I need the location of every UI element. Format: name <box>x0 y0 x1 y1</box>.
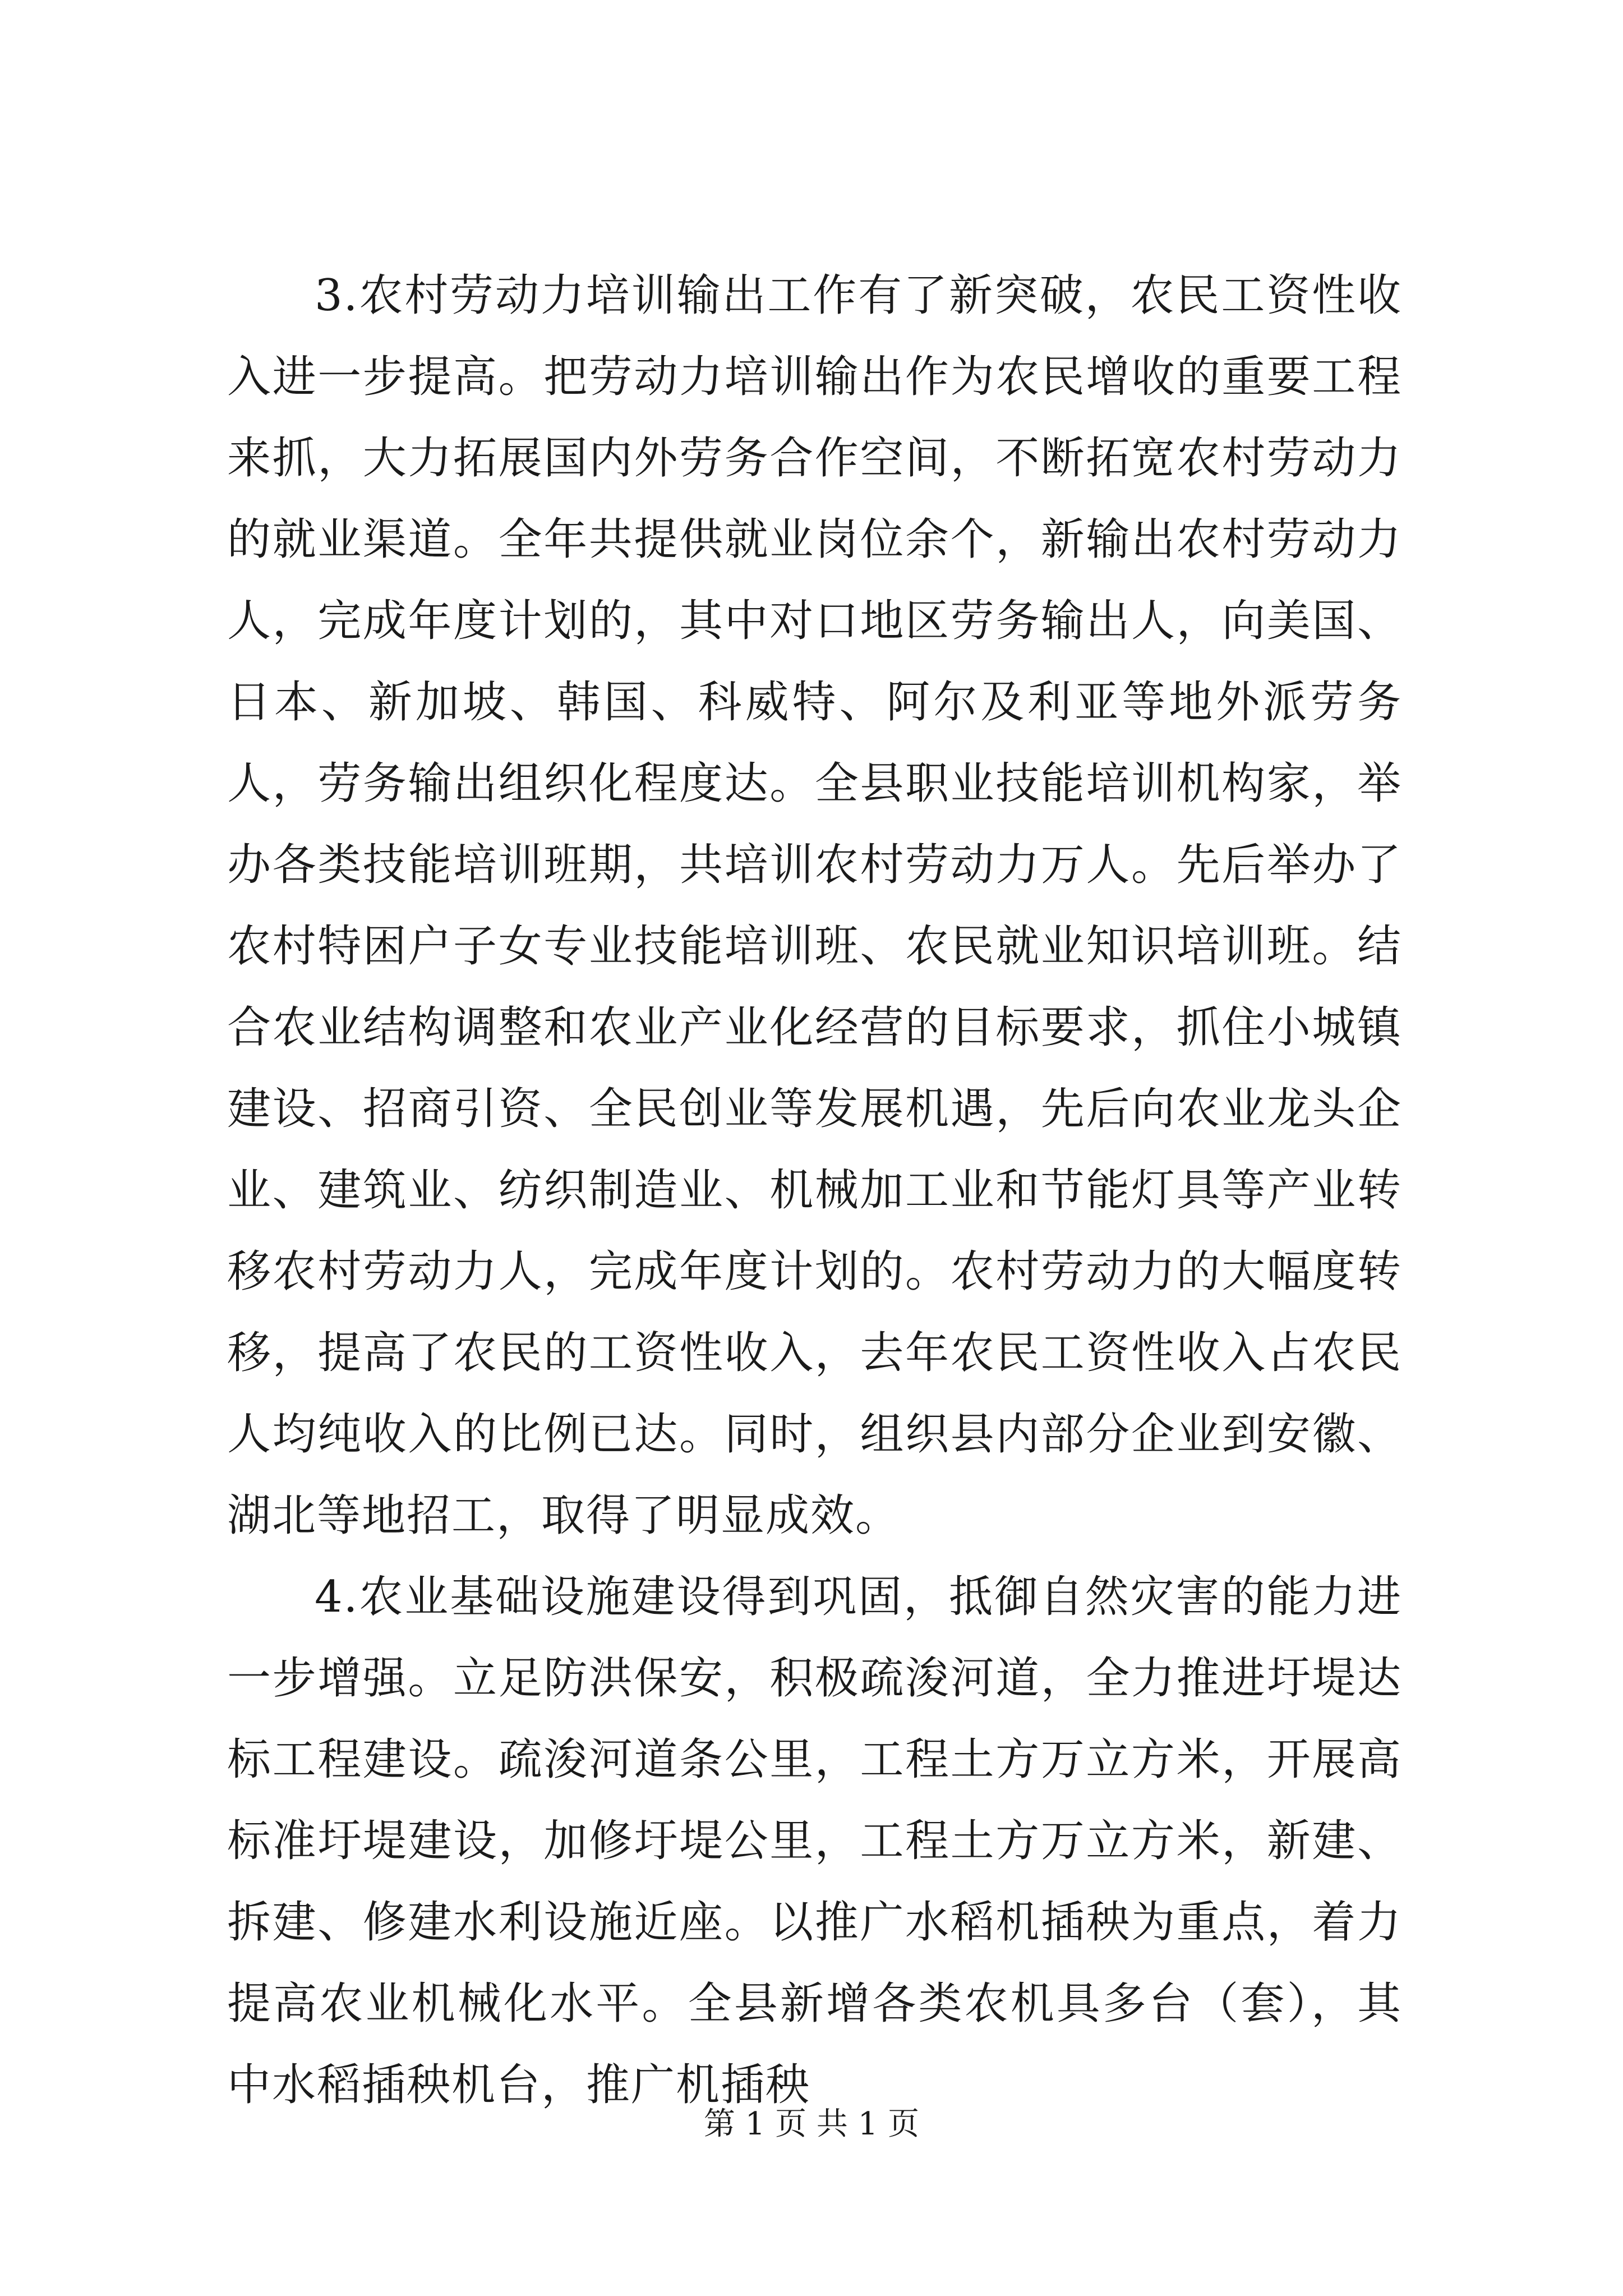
document-body <box>227 255 1402 2126</box>
paragraph-labor-training: 3.农村劳动力培训输出工作有了新突破，农民工资性收入进一步提高。把劳动力培训输出作为农民增收的重要工程来抓，大力拓展国内外劳务合作空间，不断拓宽农村劳动力的就业渠道。全年共提供就业岗位余个，新输出农村劳动力人，完成年度计划的，其中对口地区劳务输出人，向美国、日本、新加坡、韩国、科威特、阿尔及利亚等地外派劳务人，劳务输出组织化程度达。全县职业技能培训机构家，举办各类技能培训班期，共培训农村劳动力万人。先后举办了农村特困户子女专业技能培训班、农民就业知识培训班。结合农业结构调整和农业产业化经营的目标要求，抓住小城镇建设、招商引资、全民创业等发展机遇，先后向农业龙头企业、建筑业、纺织制造业、机械加工业和节能灯具等产业转移农村劳动力人，完成年度计划的。农村劳动力的大幅度转移，提高了农民的工资性收入，去年农民工资性收入占农民人均纯收入的比例已达。同时，组织县内部分企业到安徽、湖北等地招工，取得了明显成效。 <box>227 270 1402 1541</box>
page-footer: 第 1 页 共 1 页 <box>703 2106 920 2142</box>
paragraph-infrastructure: 4.农业基础设施建设得到巩固，抵御自然灾害的能力进一步增强。立足防洪保安，积极疏浚河道，全力推进圩堤达标工程建设。疏浚河道条公里，工程土方万立方米，开展高标准圩堤建设，加修圩堤公里，工程土方万立方米，新建、拆建、修建水利设施近座。以推广水稻机插秧为重点，着力提高农业机械化水平。全县新增各类农机具多台（套），其中水稻插秧机台，推广机插秧 <box>227 1572 1402 2110</box>
